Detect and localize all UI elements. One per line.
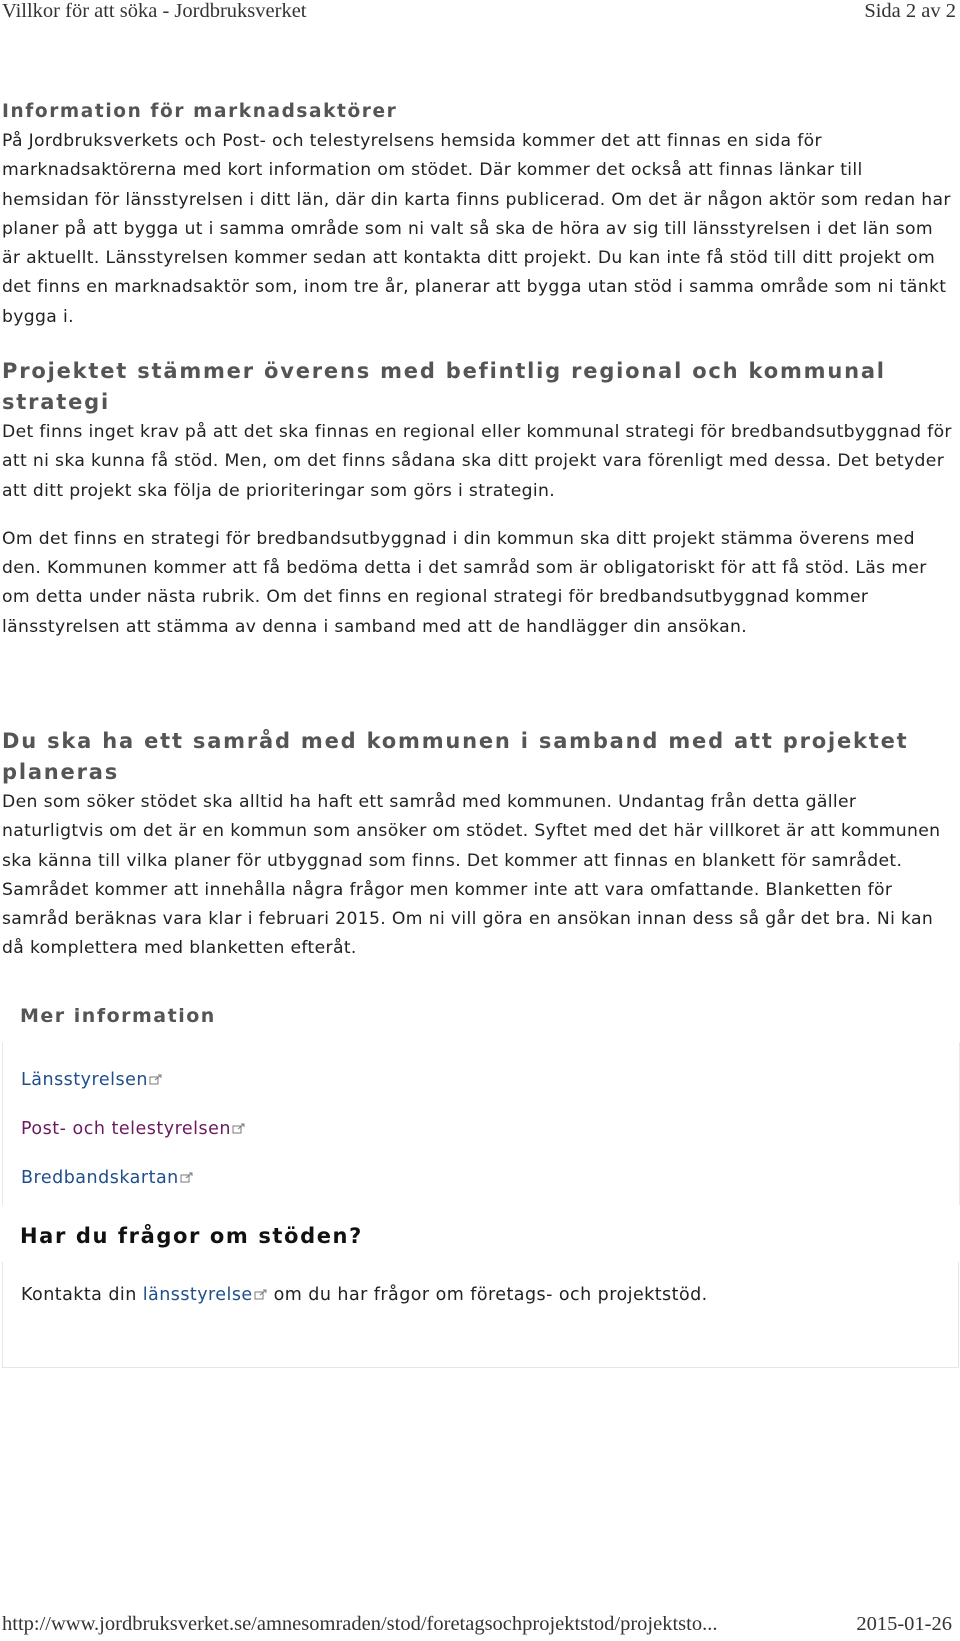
section-paragraph: På Jordbruksverkets och Post- och telestyrelsens hemsida kommer det att finnas en sida för marknadsaktörerna med kort information om stödet. Där kommer det också att finnas länkar till hemsidan för länsstyrelsen i ditt län, där din karta finns publicerad. Om det är någon aktör som redan har planer på att bygga ut i samma område som ni valt så ska de höra av sig till länsstyrelsen i det län som är aktuellt. Länsstyrelsen kommer sedan att kontakta ditt projekt. Du kan inte få stöd till ditt projekt om det finns en marknadsaktör som, inom tre år, planerar att bygga utan stöd i samma område som ni tänkt bygga i. (2, 131, 951, 327)
print-header (0, 0, 960, 28)
print-date: 2015-01-26 (856, 1613, 952, 1635)
contact-text-after: om du har frågor om företags- och projektstöd. (267, 1285, 708, 1305)
section-heading: Projektet stämmer överens med befintlig regional och kommunal strategi (2, 359, 886, 414)
link-lansstyrelse[interactable] (143, 1285, 268, 1305)
external-link-icon (180, 1172, 194, 1183)
section-heading: Du ska ha ett samråd med kommunen i samband med att projektet planeras (2, 729, 909, 784)
section-heading: Information för marknadsaktörer (2, 101, 398, 122)
more-info-box (2, 1042, 960, 1205)
link-label: Bredbandskartan (21, 1168, 179, 1188)
external-link-icon (149, 1074, 163, 1085)
contact-box (2, 1262, 959, 1368)
external-link-icon (254, 1289, 268, 1300)
section-paragraph: Den som söker stödet ska alltid ha haft ett samråd med kommunen. Undantag från detta gäller naturligtvis om det är en kommun som ansöker om stödet. Syftet med det här villkoret är att kommunen ska känna till vilka planer för utbyggnad som finns. Det kommer att finnas en blankett för samrådet. Samrådet kommer att innehålla några frågor men kommer inte att vara omfattande. Blanketten för samråd beräknas vara klar i februari 2015. Om ni vill göra en ansökan innan dess så går det bra. Ni kan då komplettera med blanketten efteråt. (2, 792, 941, 959)
print-footer (0, 1613, 960, 1641)
page-title: Villkor för att söka - Jordbruksverket (2, 0, 307, 22)
external-link-icon (232, 1123, 246, 1134)
link-label: länsstyrelse (142, 1285, 253, 1305)
contact-text (21, 1285, 708, 1305)
link-label: Post- och telestyrelsen (21, 1119, 231, 1139)
link-pts[interactable] (21, 1119, 246, 1139)
section-consultation (2, 726, 952, 964)
contact-heading: Har du frågor om stöden? (20, 1224, 363, 1248)
section-paragraph: Om det finns en strategi för bredbandsutbyggnad i din kommun ska ditt projekt stämma överens med den. Kommunen kommer att få bedöma detta i det samråd som är obligatoriskt för att få stöd. Läs mer om detta under nästa rubrik. Om det finns en regional strategi för bredbandsutbyggnad kommer länsstyrelsen att stämma av denna i samband med att de handlägger din ansökan. (2, 528, 927, 637)
more-info-heading: Mer information (20, 1005, 216, 1027)
section-paragraph: Det finns inget krav på att det ska finnas en regional eller kommunal strategi för bredbandsutbyggnad för att ni ska kunna få stöd. Men, om det finns sådana ska ditt projekt vara förenligt med dessa. Det betyder att ditt projekt ska följa de prioriteringar som görs i strategin. (2, 422, 952, 501)
link-lansstyrelsen[interactable] (21, 1070, 163, 1090)
page-url: http://www.jordbruksverket.se/amnesomraden/stod/foretagsochprojektstod/projektsto... (2, 1613, 718, 1635)
page-indicator: Sida 2 av 2 (864, 0, 956, 22)
link-label: Länsstyrelsen (21, 1070, 148, 1090)
contact-text-before: Kontakta din (21, 1285, 143, 1305)
link-bredbandskartan[interactable] (21, 1168, 194, 1188)
section-strategy (2, 356, 952, 642)
section-market-actors (2, 97, 952, 332)
